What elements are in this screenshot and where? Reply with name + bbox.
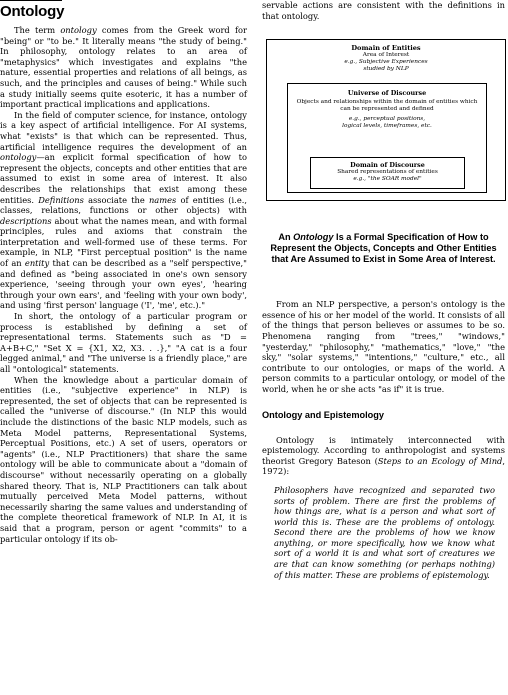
text-run: Ontology is intimately interconnected with epistemology. According to anthropologist and systems theorist Gregory Bateson ( — [262, 434, 505, 466]
text-run: comes from the Greek word for "being" or "to be." It literally means "the study of being." In philosophy, ontology relates to an area of "metaphysics" which investigates and explains "the nature, essential properties and relations of all beings, as such, and the principles and causes of being." While such a study initially seems quite esoteric, it has a number of important practical implications and applications. — [0, 25, 247, 110]
left-column — [0, 0, 247, 544]
page-title: Ontology — [0, 3, 65, 20]
paragraph-universe-of-discourse: When the knowledge about a particular domain of entities (i.e., "subjective experience" in NLP) is represented, the set of objects that can be represented is called the "universe of discourse." (In NLP this would include the distinctions of the basic NLP models, such as Meta Model patterns, Representational Systems, Perceptual Positions, etc.) A set of users, operators or "agents" (i.e., NLP Practitioners) that share the same ontology will be able to communicate about a "domain of discourse" without necessarily operating on a globally shared theory. That is, NLP Practitioners can talk about mutually perceived Meta Model patterns, without necessarily sharing the same values and understanding of the complete theoretical framework of NLP. In AI, it is said that a program, person or agent "commits" to a particular ontology if its ob- — [0, 374, 247, 544]
paragraph-continued: servable actions are consistent with the definitions in that ontology. — [262, 0, 505, 21]
text-run: The term — [14, 25, 61, 35]
universe-of-discourse-title: Universe of Discourse — [347, 89, 427, 98]
text-run-italic: ontology — [0, 152, 37, 163]
paragraph-epistemology — [262, 435, 505, 477]
text-run: , 1972): — [262, 455, 505, 477]
text-run-italic: descriptions — [0, 215, 52, 226]
domain-of-discourse-description: Shared representations of entities — [337, 169, 438, 176]
text-run: —an explicit formal specification of how to represent the objects, concepts and other entities that are assumed to exist in some area of interest. It also describes the relationships that exist among these entities. — [0, 152, 247, 205]
paragraph-intro — [0, 25, 247, 110]
paragraph-in-short: In short, the ontology of a particular program or process is established by defining a set of representational terms. Statements such as "D = A+B+C," "Set X = {X1, X2, X3. . .}," "A cat is a four legged animal," and "The universe is a friendly place," are all "ontological" statements. — [0, 311, 247, 374]
domain-of-discourse-title: Domain of Discourse — [350, 161, 425, 170]
universe-of-discourse-box — [287, 83, 487, 193]
text-run: An — [278, 232, 294, 243]
text-run: about what the names mean, and with formal principles, rules and axioms that constrain the interpretation and well-formed use of these terms. For example, in NLP, "First perceptual position" is the name of an — [0, 215, 247, 269]
domain-of-discourse-example: e.g., "the SOAR model" — [353, 176, 422, 183]
text-run: that can be described as a "self perspective," and defined as "being associated in one's own sensory experience, 'seeing through your own eyes', 'hearing through your own ears', and 'feeling with your own body', and using 'first person' language ('I', 'me', etc.)." — [0, 258, 247, 311]
text-run-italic: ontology — [60, 25, 97, 35]
text-run-italic: Ontology — [293, 232, 334, 243]
text-run-italic: Steps to an Ecology of Mind — [377, 455, 503, 466]
text-run-italic: Definitions — [38, 194, 84, 205]
diagram-caption — [264, 232, 503, 265]
universe-example-line-2: logical levels, timeframes, etc. — [342, 123, 432, 130]
text-run: In the field of computer science, for instance, ontology is a key aspect of artificial intelligence. For AI systems, what "exists" is that which can be represented. Thus, artificial intelligence requires the development of an — [0, 109, 247, 152]
text-run: of entities (i.e., classes, relations, functions or other objects) with — [0, 194, 247, 216]
domain-of-entities-subtitle: Area of Interest — [362, 52, 410, 59]
universe-of-discourse-description: Objects and relationships within the domain of entities which can be represented and defined — [296, 99, 478, 113]
universe-example-line-1: e.g., perceptual positions, — [348, 116, 426, 123]
domain-of-entities-example: e.g., Subjective Experiences studied by NLP — [344, 59, 428, 73]
domain-of-entities-title: Domain of Entities — [351, 44, 421, 53]
text-run: associate the — [83, 194, 149, 205]
bateson-quote: Philosophers have recognized and separated two sorts of problem. There are first the problems of how things are, what is a person and what sort of world this is. These are the problems of ontology. Second there are the problems of how we know anything, or more specifically, how we know what sort of a world it is and what sort of creatures we are that can know something (or perhaps nothing) of this matter. These are problems of epistemology. — [274, 484, 495, 580]
domain-of-discourse-box — [310, 157, 465, 189]
paragraph-computer-science — [0, 110, 247, 311]
right-column — [262, 0, 505, 580]
text-run-italic: entity — [24, 258, 50, 269]
text-run-italic: names — [148, 194, 177, 205]
paragraph-nlp-perspective: From an NLP perspective, a person's ontology is the essence of his or her model of the world. It consists of all of the things that person believes or assumes to be so. Phenomena ranging from "trees," "windows," "yesterday," "philosophy," "mathematics," "love," "the sky," "solar systems," "intentions," "culture," etc., all contribute to our ontologies, or maps of the world. A person commits to a particular ontology, or model of the world, when he or she acts "as if" it is true. — [262, 299, 505, 394]
ontology-diagram — [266, 39, 506, 201]
text-run: Is a Formal Specification of How to Represent the Objects, Concepts and Other Entities that Are Assumed to Exist in Some Area of Interest. — [270, 232, 497, 265]
section-heading: Ontology and Epistemology — [262, 409, 384, 420]
